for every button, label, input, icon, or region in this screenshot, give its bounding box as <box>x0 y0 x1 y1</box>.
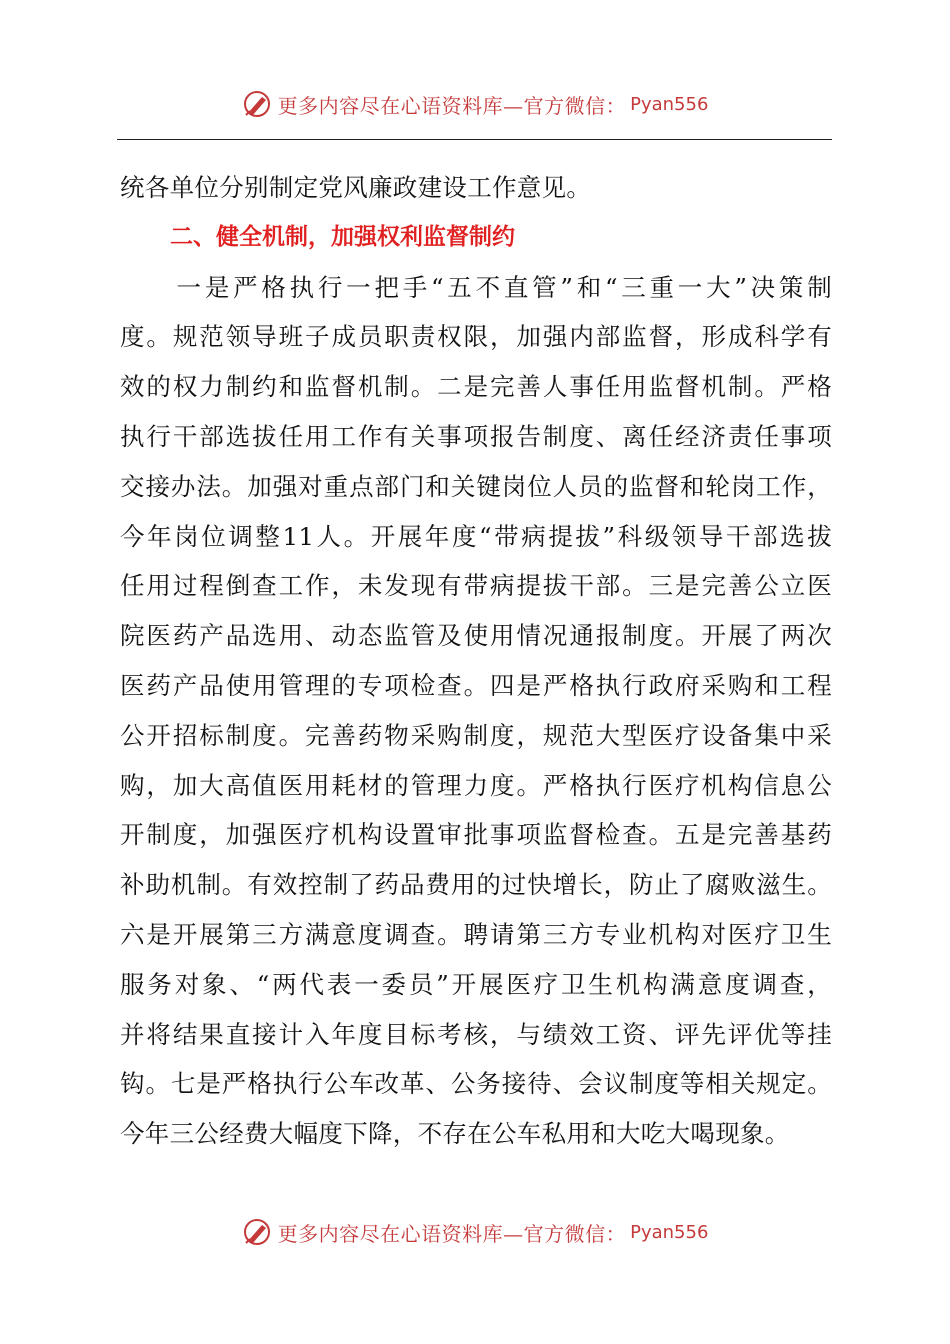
header-watermark <box>0 84 950 124</box>
header-divider <box>117 139 832 140</box>
paragraph-line: 效的权力制约和监督机制。二是完善人事任用监督机制。严格 <box>120 372 832 402</box>
paragraph-line: 今年岗位调整11人。开展年度“带病提拔”科级领导干部选拔 <box>120 521 832 551</box>
paragraph-line: 补助机制。有效控制了药品费用的过快增长，防止了腐败滋生。 <box>120 870 832 900</box>
paragraph-line: 度。规范领导班子成员职责权限，加强内部监督，形成科学有 <box>120 322 832 352</box>
paragraph-line: 院医药产品选用、动态监管及使用情况通报制度。开展了两次 <box>120 621 832 651</box>
pen-logo-icon <box>242 1217 272 1247</box>
paragraph-line: 任用过程倒查工作，未发现有带病提拔干部。三是完善公立医 <box>120 571 832 601</box>
paragraph-line: 购，加大高值医用耗材的管理力度。严格执行医疗机构信息公 <box>120 770 832 800</box>
paragraph-line: 今年三公经费大幅度下降，不存在公车私用和大吃大喝现象。 <box>120 1119 790 1149</box>
paragraph-line: 执行干部选拔任用工作有关事项报告制度、离任经济责任事项 <box>120 421 832 451</box>
banner-text: 更多内容尽在心语资料库—官方微信： <box>277 1221 627 1246</box>
paragraph-line: 并将结果直接计入年度目标考核，与绩效工资、评先评优等挂 <box>120 1019 832 1049</box>
pen-logo-icon <box>242 89 272 119</box>
document-body <box>120 163 832 1159</box>
banner-wechat-id: Pyan556 <box>630 1221 709 1243</box>
section-heading: 二、健全机制，加强权利监督制约 <box>170 223 515 250</box>
paragraph-line: 一是严格执行一把手“五不直管”和“三重一大”决策制 <box>120 272 832 302</box>
paragraph-line: 六是开展第三方满意度调查。聘请第三方专业机构对医疗卫生 <box>120 919 832 949</box>
paragraph-line: 公开招标制度。完善药物采购制度，规范大型医疗设备集中采 <box>120 720 832 750</box>
banner-text: 更多内容尽在心语资料库—官方微信： <box>277 93 627 118</box>
paragraph-line: 服务对象、“两代表一委员”开展医疗卫生机构满意度调查， <box>120 969 832 999</box>
paragraph-line: 开制度，加强医疗机构设置审批事项监督检查。五是完善基药 <box>120 820 832 850</box>
paragraph-line: 交接办法。加强对重点部门和关键岗位人员的监督和轮岗工作， <box>120 471 832 501</box>
paragraph-line: 钩。七是严格执行公车改革、公务接待、会议制度等相关规定。 <box>120 1069 832 1099</box>
paragraph-line: 统各单位分别制定党风廉政建设工作意见。 <box>120 173 592 202</box>
footer-watermark <box>0 1212 950 1252</box>
banner-wechat-id: Pyan556 <box>630 93 709 115</box>
paragraph-line: 医药产品使用管理的专项检查。四是严格执行政府采购和工程 <box>120 670 832 700</box>
